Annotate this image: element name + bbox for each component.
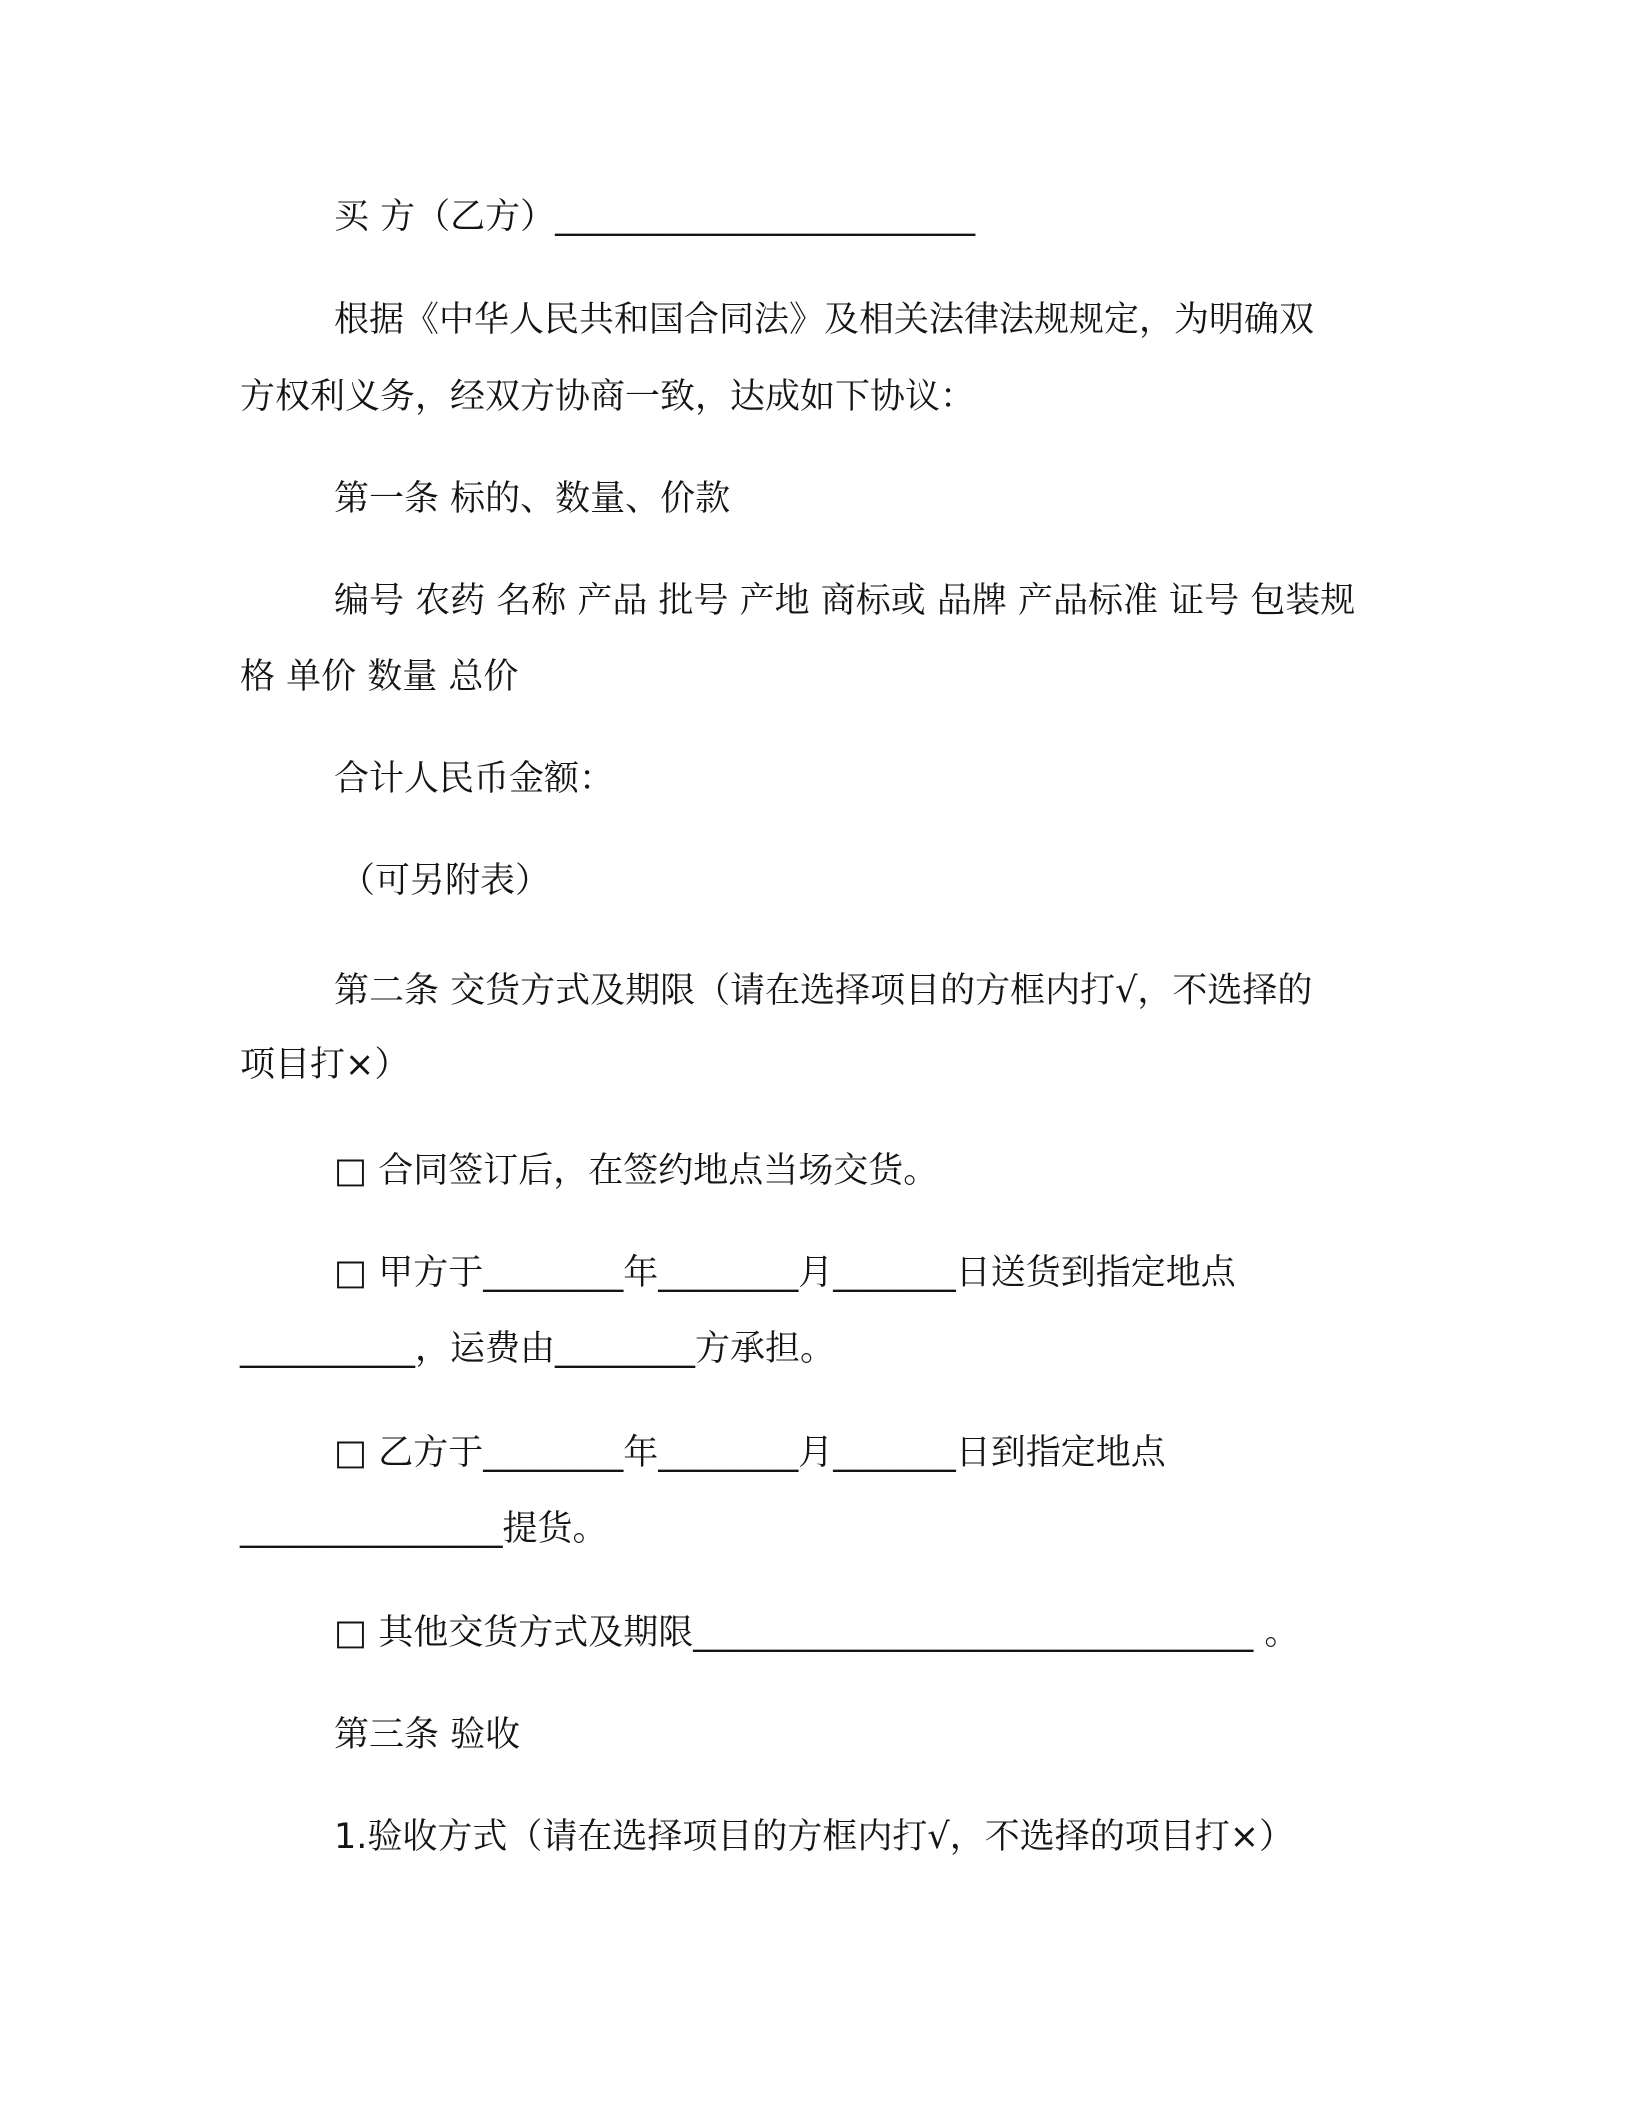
option-onsite-delivery: □ 合同签订后，在签约地点当场交货。 bbox=[334, 1151, 939, 1191]
article-2-heading-line-1: 第二条 交货方式及期限（请在选择项目的方框内打√，不选择的 bbox=[334, 971, 1313, 1011]
item-columns-line-1: 编号 农药 名称 产品 批号 产地 商标或 品牌 产品标准 证号 包装规 bbox=[334, 581, 1356, 621]
total-amount-label: 合计人民币金额： bbox=[334, 759, 615, 799]
article-1-heading: 第一条 标的、数量、价款 bbox=[334, 479, 731, 519]
preamble-line-2: 方权利义务，经双方协商一致，达成如下协议： bbox=[240, 377, 976, 417]
option-buyer-pickup-line-1: □ 乙方于________年________月_______日到指定地点 bbox=[334, 1433, 1166, 1473]
preamble-line-1: 根据《中华人民共和国合同法》及相关法律法规规定，为明确双 bbox=[334, 300, 1315, 340]
inspection-method-line: 1.验收方式（请在选择项目的方框内打√，不选择的项目打×） bbox=[334, 1817, 1295, 1857]
option-other-delivery: □ 其他交货方式及期限________________________________ 。 bbox=[334, 1613, 1300, 1653]
option-seller-delivery-line-2: __________，运费由________方承担。 bbox=[240, 1329, 836, 1369]
article-3-heading: 第三条 验收 bbox=[334, 1715, 521, 1755]
item-columns-line-2: 格 单价 数量 总价 bbox=[240, 657, 519, 697]
attachment-note: （可另附表） bbox=[340, 861, 551, 901]
option-seller-delivery-line-1: □ 甲方于________年________月_______日送货到指定地点 bbox=[334, 1253, 1236, 1293]
buyer-party-line: 买 方（乙方）________________________ bbox=[334, 197, 976, 237]
option-buyer-pickup-line-2: _______________提货。 bbox=[240, 1509, 608, 1549]
article-2-heading-line-2: 项目打×） bbox=[240, 1045, 410, 1085]
